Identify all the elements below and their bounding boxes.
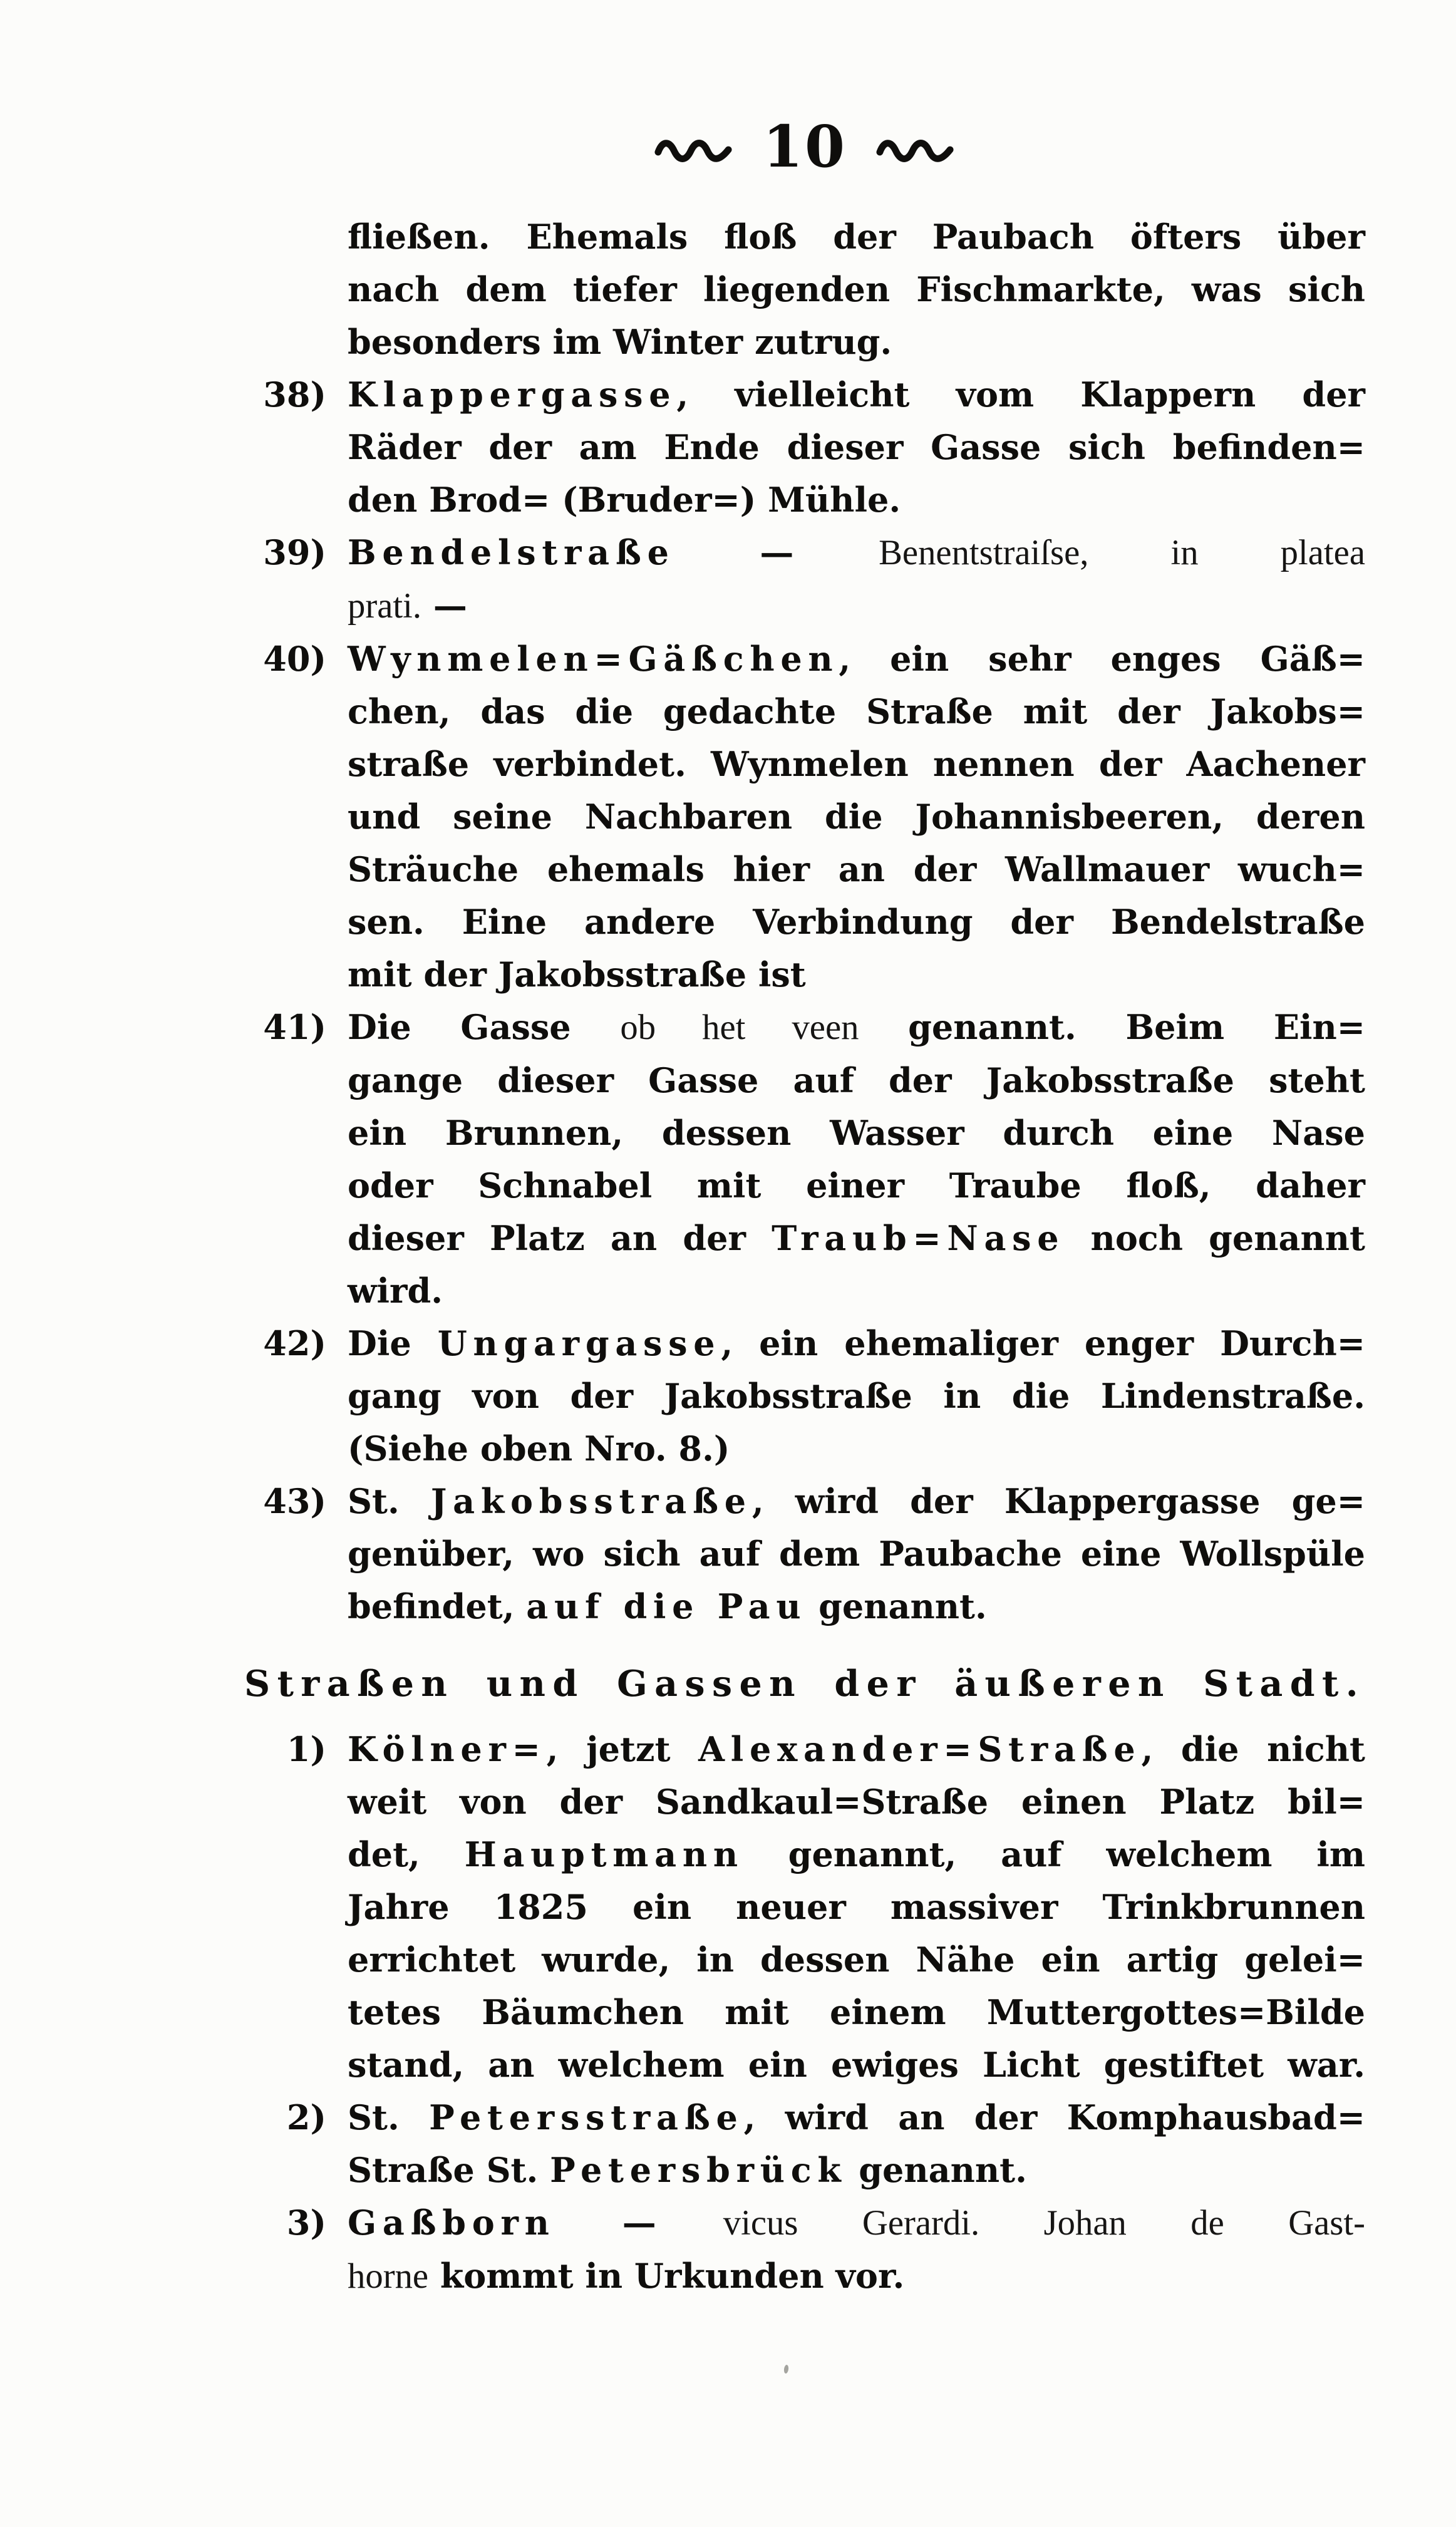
text-segment: genannt. — [847, 2150, 1027, 2190]
text-segment: nach dem tiefer liegenden Fischmarkte, was sich — [348, 269, 1365, 309]
text-segment: — — [674, 532, 879, 572]
text-segment: — — [555, 2203, 723, 2243]
text-segment: Sträuche ehemals hier an der Wallmauer wuch= — [348, 849, 1365, 889]
entry-body — [348, 1001, 1365, 1317]
text-segment: Jahre 1825 ein neuer massiver Trinkbrunnen — [348, 1887, 1365, 1927]
entry-number: 3) — [286, 2203, 326, 2243]
text-line — [348, 1159, 1365, 1212]
entry-row — [244, 1475, 1365, 1633]
text-segment: ob het veen — [620, 1008, 859, 1047]
text-segment: horne — [348, 2256, 429, 2296]
ink-speck — [783, 2365, 789, 2374]
text-segment: — — [421, 586, 467, 626]
page-header — [244, 0, 1365, 180]
text-segment: Bendelstraße — [348, 532, 675, 572]
text-segment: St. — [348, 1481, 431, 1521]
text-segment: Alexander=Straße — [698, 1729, 1142, 1769]
text-line — [348, 948, 1365, 1001]
text-segment: det, — [348, 1834, 465, 1874]
entry-body — [348, 368, 1365, 526]
text-line — [348, 1881, 1365, 1933]
text-line — [348, 316, 1365, 368]
text-segment: besonders im Winter zutrug. — [348, 322, 892, 362]
text-segment: Traub=Nase — [772, 1218, 1065, 1258]
text-segment: Räder der am Ende dieser Gasse sich befinden= — [348, 427, 1365, 467]
entry-number: 40) — [263, 639, 326, 679]
text-segment: befindet, — [348, 1586, 527, 1626]
text-segment: kommt in Urkunden vor. — [428, 2256, 905, 2296]
entry-row — [244, 1001, 1365, 1317]
text-line — [348, 1986, 1365, 2039]
entries-inner-city — [244, 210, 1365, 1633]
text-line — [348, 1317, 1365, 1370]
entry-number: 2) — [286, 2097, 326, 2137]
entry-row — [244, 2091, 1365, 2196]
entry-number: 38) — [263, 375, 326, 415]
text-line — [348, 2144, 1365, 2196]
page-number: 10 — [762, 113, 847, 180]
text-segment: stand, an welchem ein ewiges Licht gestiftet war. — [348, 2045, 1365, 2085]
text-line — [348, 263, 1365, 316]
section-heading: Straßen und Gassen der äußeren Stadt. — [244, 1663, 1365, 1705]
text-segment: , wird an der Komphausbad= — [743, 2097, 1366, 2137]
text-line — [348, 1001, 1365, 1054]
text-segment: , vielleicht vom Klappern der — [676, 375, 1365, 415]
text-segment: chen, das die gedachte Straße mit der Jakobs= — [348, 691, 1365, 731]
text-segment: Kölner= — [348, 1729, 547, 1769]
text-segment: weit von der Sandkaul=Straße einen Platz bil= — [348, 1782, 1365, 1822]
entry-number — [244, 210, 348, 368]
text-segment: Ungargasse — [437, 1323, 721, 1363]
text-segment: Hauptmann — [464, 1834, 744, 1874]
entry-number: 41) — [263, 1007, 326, 1047]
text-segment: Klappergasse — [348, 375, 677, 415]
entry-body — [348, 633, 1365, 1001]
entry-body — [348, 210, 1365, 368]
entry-row — [244, 1723, 1365, 2091]
entry-body — [348, 1723, 1365, 2091]
text-line — [348, 1107, 1365, 1159]
text-line — [348, 896, 1365, 948]
text-line — [348, 1828, 1365, 1881]
text-segment: prati. — [348, 586, 422, 626]
text-segment: genannt. — [807, 1586, 987, 1626]
text-line — [348, 473, 1365, 526]
text-segment: noch genannt — [1065, 1218, 1365, 1258]
text-segment: mit der Jakobsstraße ist — [348, 954, 806, 995]
entry-number: 39) — [263, 532, 326, 572]
entry-number: 43) — [263, 1481, 326, 1521]
text-segment: Gaßborn — [348, 2203, 555, 2243]
entry-row — [244, 1317, 1365, 1475]
text-segment: genannt. Beim Ein= — [859, 1007, 1366, 1047]
text-line — [348, 843, 1365, 896]
text-segment: wird. — [348, 1271, 443, 1311]
text-segment: Benentstraiſse, in platea — [879, 533, 1365, 572]
text-line — [348, 368, 1365, 421]
text-segment: , die nicht — [1141, 1729, 1365, 1769]
text-segment: St. — [348, 2097, 430, 2137]
text-segment: genannt, auf welchem im — [743, 1834, 1365, 1874]
text-line — [348, 1054, 1365, 1107]
text-segment: gange dieser Gasse auf der Jakobsstraße steht — [348, 1060, 1365, 1100]
entry-number: 1) — [286, 1729, 326, 1769]
text-segment: , jetzt — [546, 1729, 699, 1769]
text-segment: sen. Eine andere Verbindung der Bendelstraße — [348, 902, 1365, 942]
text-line — [348, 526, 1365, 579]
text-line — [348, 1933, 1365, 1986]
text-line — [348, 1580, 1365, 1633]
entry-row — [244, 526, 1365, 633]
entry-row — [244, 368, 1365, 526]
text-segment: Jakobsstraße — [430, 1481, 752, 1521]
entry-body — [348, 2091, 1365, 2196]
text-line — [348, 2091, 1365, 2144]
text-line — [348, 1212, 1365, 1264]
text-line — [348, 1723, 1365, 1775]
ornament-squiggle-right-icon — [875, 137, 956, 165]
entry-body — [348, 2196, 1365, 2303]
text-line — [348, 738, 1365, 790]
text-segment: Die — [348, 1323, 438, 1363]
text-line — [348, 1527, 1365, 1580]
entry-row — [244, 2196, 1365, 2303]
text-segment: vicus Gerardi. Johan de Gast- — [723, 2203, 1365, 2243]
text-segment: Petersstraße — [429, 2097, 744, 2137]
text-line — [348, 2039, 1365, 2091]
text-segment: genüber, wo sich auf dem Paubache eine Wollspüle — [348, 1534, 1365, 1574]
text-line — [348, 1422, 1365, 1475]
ornament-squiggle-left-icon — [654, 137, 734, 165]
entry-row — [244, 633, 1365, 1001]
text-line — [348, 2250, 1365, 2303]
entry-body — [348, 1475, 1365, 1633]
text-line — [348, 1370, 1365, 1422]
text-segment: den Brod= (Bruder=) Mühle. — [348, 480, 901, 520]
entry-body — [348, 1317, 1365, 1475]
text-line — [348, 633, 1365, 685]
text-segment: , ein sehr enges Gäß= — [839, 639, 1365, 679]
text-segment: , wird der Klappergasse ge= — [751, 1481, 1366, 1521]
text-segment: oder Schnabel mit einer Traube floß, daher — [348, 1165, 1365, 1206]
text-line — [348, 210, 1365, 263]
text-segment: auf die Pau — [526, 1586, 807, 1626]
entry-body — [348, 526, 1365, 633]
text-segment: (Siehe oben Nro. 8.) — [348, 1429, 730, 1469]
text-segment: Wynmelen=Gäßchen — [348, 639, 839, 679]
text-line — [348, 685, 1365, 738]
text-segment: Straße St. — [348, 2150, 550, 2190]
entries-outer-city — [244, 1723, 1365, 2303]
text-segment: Petersbrück — [550, 2150, 847, 2190]
text-segment: , ein ehemaliger enger Durch= — [721, 1323, 1365, 1363]
text-line — [348, 1264, 1365, 1317]
text-line — [348, 579, 1365, 633]
text-segment: errichtet wurde, in dessen Nähe ein artig gelei= — [348, 1940, 1365, 1980]
entry-row — [244, 210, 1365, 368]
text-block — [244, 210, 1365, 2303]
entry-number: 42) — [263, 1323, 326, 1363]
text-segment: gang von der Jakobsstraße in die Lindenstraße. — [348, 1376, 1365, 1416]
text-segment: ein Brunnen, dessen Wasser durch eine Nase — [348, 1113, 1365, 1153]
text-segment: fließen. Ehemals floß der Paubach öfters über — [348, 217, 1365, 257]
text-segment: dieser Platz an der — [348, 1218, 772, 1258]
text-line — [348, 1775, 1365, 1828]
text-line — [348, 421, 1365, 473]
text-segment: tetes Bäumchen mit einem Muttergottes=Bilde — [348, 1992, 1365, 2032]
text-line — [348, 790, 1365, 843]
text-segment: und seine Nachbaren die Johannisbeeren, deren — [348, 797, 1365, 837]
text-line — [348, 2196, 1365, 2250]
text-segment: Die Gasse — [348, 1007, 621, 1047]
text-segment: straße verbindet. Wynmelen nennen der Aachener — [348, 744, 1365, 784]
text-line — [348, 1475, 1365, 1527]
